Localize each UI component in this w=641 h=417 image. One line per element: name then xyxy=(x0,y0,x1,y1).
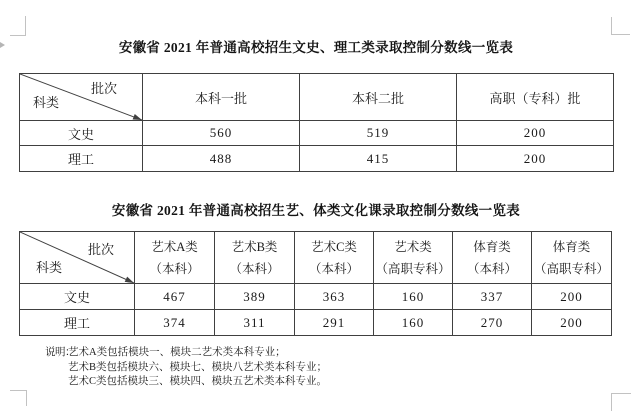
score-cell: 311 xyxy=(215,310,295,336)
table2-col-header xyxy=(135,232,215,284)
table2-header-row xyxy=(20,232,612,284)
col-header-line2: （高职专科） xyxy=(533,261,609,276)
row-label: 理工 xyxy=(20,310,135,336)
col-header-line2: （本科） xyxy=(149,261,200,276)
table2-corner-label-kelei: 科类 xyxy=(36,260,63,275)
table1-diagonal-header-cell xyxy=(20,74,143,121)
note-line xyxy=(45,346,327,361)
table1-corner-label-pici: 批次 xyxy=(90,81,117,96)
col-header-line1: 艺术类 xyxy=(394,239,432,254)
col-header-line2: （本科） xyxy=(466,261,517,276)
margin-corner-mark-bottom-right xyxy=(611,393,631,411)
note-text: 艺术A类包括模块一、模块二艺术类本科专业； xyxy=(68,347,286,358)
row-label: 文史 xyxy=(20,121,143,146)
score-cell: 200 xyxy=(457,121,614,146)
row-label: 理工 xyxy=(20,146,143,172)
score-cell: 415 xyxy=(300,146,457,172)
table1-corner-label-kelei: 科类 xyxy=(33,95,60,110)
col-header-line2: （本科） xyxy=(308,261,359,276)
table1-col-header: 高职（专科）批 xyxy=(457,74,614,121)
table2-col-header xyxy=(215,232,295,284)
margin-corner-mark-top-right xyxy=(611,17,630,35)
table1-row-wenshi xyxy=(20,121,614,146)
margin-corner-mark-top-left xyxy=(10,16,26,36)
table2-diagonal-header-cell xyxy=(20,232,135,284)
ruler-margin-indicator xyxy=(0,42,5,48)
score-cell: 160 xyxy=(374,310,453,336)
col-header-line1: 艺术C类 xyxy=(311,239,357,254)
table2-corner-label-pici: 批次 xyxy=(87,242,114,257)
score-cell: 200 xyxy=(532,310,612,336)
score-cell: 389 xyxy=(215,284,295,310)
score-cell: 200 xyxy=(532,284,612,310)
table2-col-header xyxy=(374,232,453,284)
table1-col-header: 本科一批 xyxy=(143,74,300,121)
table2-col-header xyxy=(453,232,532,284)
score-cell: 337 xyxy=(453,284,532,310)
table2-row-ligong xyxy=(20,310,612,336)
note-label: 说明： xyxy=(45,347,75,358)
score-cell: 560 xyxy=(143,121,300,146)
note-line: 艺术B类包括模块六、模块七、模块八艺术类本科专业； xyxy=(68,361,328,373)
score-table-yi-ti-lei xyxy=(19,231,612,336)
table2-row-wenshi xyxy=(20,284,612,310)
col-header-line2: （高职专科） xyxy=(375,261,451,276)
table2-col-header xyxy=(532,232,612,284)
score-cell: 374 xyxy=(135,310,215,336)
table1-header-row xyxy=(20,74,614,121)
score-cell: 160 xyxy=(374,284,453,310)
table2-title: 安徽省 2021 年普通高校招生艺、体类文化课录取控制分数线一览表 xyxy=(111,203,521,218)
margin-corner-mark-bottom-left xyxy=(10,390,27,406)
col-header-line2: （本科） xyxy=(229,261,280,276)
score-cell: 363 xyxy=(295,284,374,310)
col-header-line1: 艺术A类 xyxy=(151,239,198,254)
col-header-line1: 体育类 xyxy=(473,239,511,254)
table1-row-ligong xyxy=(20,146,614,172)
score-cell: 200 xyxy=(457,146,614,172)
score-table-wenshi-ligong xyxy=(19,73,614,172)
col-header-line1: 艺术B类 xyxy=(231,239,278,254)
table2-col-header xyxy=(295,232,374,284)
table1-title: 安徽省 2021 年普通高校招生文史、理工类录取控制分数线一览表 xyxy=(118,40,514,55)
table1-col-header: 本科二批 xyxy=(300,74,457,121)
score-cell: 270 xyxy=(453,310,532,336)
note-line: 艺术C类包括模块三、模块四、模块五艺术类本科专业。 xyxy=(68,376,328,387)
col-header-line1: 体育类 xyxy=(552,239,591,254)
row-label: 文史 xyxy=(20,284,135,310)
score-cell: 519 xyxy=(300,121,457,146)
score-cell: 488 xyxy=(143,146,300,172)
score-cell: 291 xyxy=(295,310,374,336)
score-cell: 467 xyxy=(135,284,215,310)
explanatory-notes xyxy=(45,346,327,390)
